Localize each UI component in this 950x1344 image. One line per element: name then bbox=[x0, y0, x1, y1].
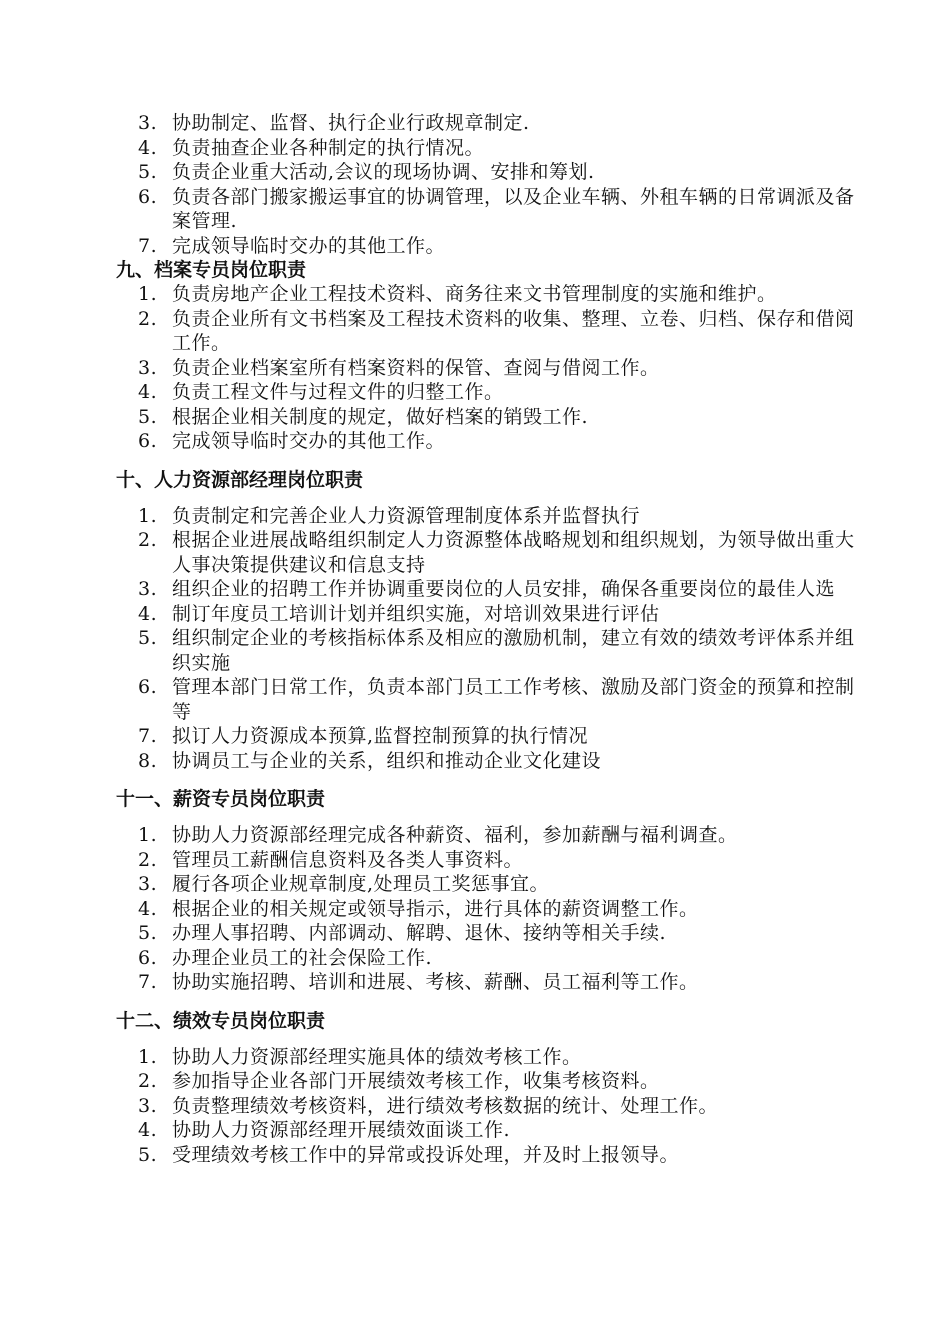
list-item: 5. 负责企业重大活动,会议的现场协调、安排和筹划. bbox=[138, 161, 595, 183]
list-item: 4. 协助人力资源部经理开展绩效面谈工作. bbox=[138, 1119, 511, 1141]
list-item-text: 负责制定和完善企业人力资源管理制度体系并监督执行 bbox=[172, 504, 641, 527]
list-item-text: 协助人力资源部经理实施具体的绩效考核工作。 bbox=[172, 1045, 582, 1068]
list-item: 1. 负责房地产企业工程技术资料、商务往来文书管理制度的实施和维护。 bbox=[138, 283, 777, 305]
list-item: 3. 协助制定、监督、执行企业行政规章制定. bbox=[138, 112, 530, 134]
list-item: 4. 负责抽查企业各种制定的执行情况。 bbox=[138, 136, 485, 159]
list-item-text: 拟订人力资源成本预算,监督控制预算的执行情况 bbox=[172, 725, 589, 747]
list-item-text: 管理员工薪酬信息资料及各类人事资料。 bbox=[172, 848, 524, 871]
spacer bbox=[0, 811, 950, 823]
list-item-text: 协助人力资源部经理开展绩效面谈工作. bbox=[172, 1119, 511, 1141]
list-item-text: 完成领导临时交办的其他工作。 bbox=[172, 430, 446, 452]
list-item: 2. 根据企业进展战略组织制定人力资源整体战略规划和组织规划，为领导做出重大人事决策提供建议和信息支持 bbox=[138, 529, 855, 576]
spacer bbox=[0, 1033, 950, 1045]
section-salary-specialist bbox=[0, 787, 950, 995]
list-item-text: 根据企业相关制度的规定，做好档案的销毁工作. bbox=[172, 405, 589, 428]
list-item-text: 负责各部门搬家搬运事宜的协调管理，以及企业车辆、外租车辆的日常调派及备案管理. bbox=[172, 185, 855, 232]
list-item: 8. 协调员工与企业的关系，组织和推动企业文化建设 bbox=[138, 749, 602, 772]
list-item: 7. 拟订人力资源成本预算,监督控制预算的执行情况 bbox=[138, 725, 589, 747]
list-archive-specialist bbox=[0, 282, 950, 454]
list-item-text: 参加指导企业各部门开展绩效考核工作，收集考核资料。 bbox=[172, 1070, 660, 1092]
list-item-text: 负责抽查企业各种制定的执行情况。 bbox=[172, 136, 485, 159]
list-item-text: 办理人事招聘、内部调动、解聘、退休、接纳等相关手续. bbox=[172, 922, 667, 944]
list-item-text: 负责企业所有文书档案及工程技术资料的收集、整理、立卷、归档、保存和借阅工作。 bbox=[172, 307, 855, 354]
list-item-text: 管理本部门日常工作，负责本部门员工工作考核、激励及部门资金的预算和控制等 bbox=[172, 676, 855, 723]
list-item: 3. 负责整理绩效考核资料，进行绩效考核数据的统计、处理工作。 bbox=[138, 1094, 719, 1117]
section-heading: 十二、绩效专员岗位职责 bbox=[116, 1009, 326, 1032]
section-continued bbox=[0, 0, 950, 258]
list-item-text: 受理绩效考核工作中的异常或投诉处理，并及时上报领导。 bbox=[172, 1143, 680, 1166]
list-item: 1. 负责制定和完善企业人力资源管理制度体系并监督执行 bbox=[138, 504, 641, 527]
list-item-text: 协助制定、监督、执行企业行政规章制定. bbox=[172, 112, 530, 134]
list-item: 7. 完成领导临时交办的其他工作。 bbox=[138, 234, 446, 257]
list-item: 6. 完成领导临时交办的其他工作。 bbox=[138, 430, 446, 452]
list-item: 2. 管理员工薪酬信息资料及各类人事资料。 bbox=[138, 848, 524, 871]
list-item: 7. 协助实施招聘、培训和进展、考核、薪酬、员工福利等工作。 bbox=[138, 971, 699, 993]
list-item-text: 协调员工与企业的关系，组织和推动企业文化建设 bbox=[172, 749, 602, 772]
list-item-text: 履行各项企业规章制度,处理员工奖惩事宜。 bbox=[172, 873, 550, 895]
list-continued bbox=[0, 111, 950, 258]
list-item: 4. 制订年度员工培训计划并组织实施，对培训效果进行评估 bbox=[138, 602, 660, 625]
list-item-text: 协助实施招聘、培训和进展、考核、薪酬、员工福利等工作。 bbox=[172, 971, 699, 993]
list-salary-specialist bbox=[0, 823, 950, 995]
spacer bbox=[0, 454, 950, 468]
list-item-text: 负责企业档案室所有档案资料的保管、查阅与借阅工作。 bbox=[172, 356, 660, 379]
list-item-text: 办理企业员工的社会保险工作. bbox=[172, 946, 433, 969]
list-item: 5. 办理人事招聘、内部调动、解聘、退休、接纳等相关手续. bbox=[138, 922, 667, 944]
list-item-text: 负责整理绩效考核资料，进行绩效考核数据的统计、处理工作。 bbox=[172, 1094, 719, 1117]
list-item: 2. 负责企业所有文书档案及工程技术资料的收集、整理、立卷、归档、保存和借阅工作。 bbox=[138, 307, 855, 354]
list-item-text: 制订年度员工培训计划并组织实施，对培训效果进行评估 bbox=[172, 602, 660, 625]
list-performance-specialist bbox=[0, 1045, 950, 1168]
list-item: 4. 负责工程文件与过程文件的归整工作。 bbox=[138, 381, 504, 403]
list-item: 6. 负责各部门搬家搬运事宜的协调管理，以及企业车辆、外租车辆的日常调派及备案管理. bbox=[138, 185, 855, 232]
list-item: 4. 根据企业的相关规定或领导指示，进行具体的薪资调整工作。 bbox=[138, 897, 699, 920]
list-item-text: 根据企业进展战略组织制定人力资源整体战略规划和组织规划，为领导做出重大人事决策提供建议和信息支持 bbox=[172, 529, 855, 576]
list-item: 3. 履行各项企业规章制度,处理员工奖惩事宜。 bbox=[138, 873, 550, 895]
spacer bbox=[0, 492, 950, 504]
list-item: 2. 参加指导企业各部门开展绩效考核工作，收集考核资料。 bbox=[138, 1070, 660, 1092]
list-hr-manager bbox=[0, 504, 950, 774]
spacer bbox=[0, 773, 950, 787]
list-item: 1. 协助人力资源部经理完成各种薪资、福利，参加薪酬与福利调查。 bbox=[138, 824, 738, 846]
list-item: 6. 办理企业员工的社会保险工作. bbox=[138, 946, 433, 969]
section-performance-specialist bbox=[0, 1009, 950, 1168]
list-item: 5. 根据企业相关制度的规定，做好档案的销毁工作. bbox=[138, 405, 589, 428]
list-item-text: 组织制定企业的考核指标体系及相应的激励机制，建立有效的绩效考评体系并组织实施 bbox=[172, 627, 855, 674]
list-item-text: 完成领导临时交办的其他工作。 bbox=[172, 234, 446, 257]
list-item-text: 根据企业的相关规定或领导指示，进行具体的薪资调整工作。 bbox=[172, 897, 699, 920]
list-item-text: 负责工程文件与过程文件的归整工作。 bbox=[172, 381, 504, 403]
list-item: 3. 组织企业的招聘工作并协调重要岗位的人员安排，确保各重要岗位的最佳人选 bbox=[138, 578, 836, 600]
spacer bbox=[0, 995, 950, 1009]
list-item-text: 负责企业重大活动,会议的现场协调、安排和筹划. bbox=[172, 161, 595, 183]
list-item: 5. 受理绩效考核工作中的异常或投诉处理，并及时上报领导。 bbox=[138, 1143, 680, 1166]
section-archive-specialist bbox=[0, 258, 950, 454]
list-item: 3. 负责企业档案室所有档案资料的保管、查阅与借阅工作。 bbox=[138, 356, 660, 379]
section-heading: 十一、薪资专员岗位职责 bbox=[116, 788, 326, 810]
list-item-text: 负责房地产企业工程技术资料、商务往来文书管理制度的实施和维护。 bbox=[172, 283, 777, 305]
list-item-text: 协助人力资源部经理完成各种薪资、福利，参加薪酬与福利调查。 bbox=[172, 824, 738, 846]
list-item-text: 组织企业的招聘工作并协调重要岗位的人员安排，确保各重要岗位的最佳人选 bbox=[172, 578, 836, 600]
section-heading: 十、人力资源部经理岗位职责 bbox=[116, 468, 364, 491]
section-heading: 九、档案专员岗位职责 bbox=[116, 259, 307, 281]
section-hr-manager bbox=[0, 468, 950, 774]
list-item: 5. 组织制定企业的考核指标体系及相应的激励机制，建立有效的绩效考评体系并组织实施 bbox=[138, 627, 855, 674]
list-item: 1. 协助人力资源部经理实施具体的绩效考核工作。 bbox=[138, 1045, 582, 1068]
list-item: 6. 管理本部门日常工作，负责本部门员工工作考核、激励及部门资金的预算和控制等 bbox=[138, 676, 855, 723]
